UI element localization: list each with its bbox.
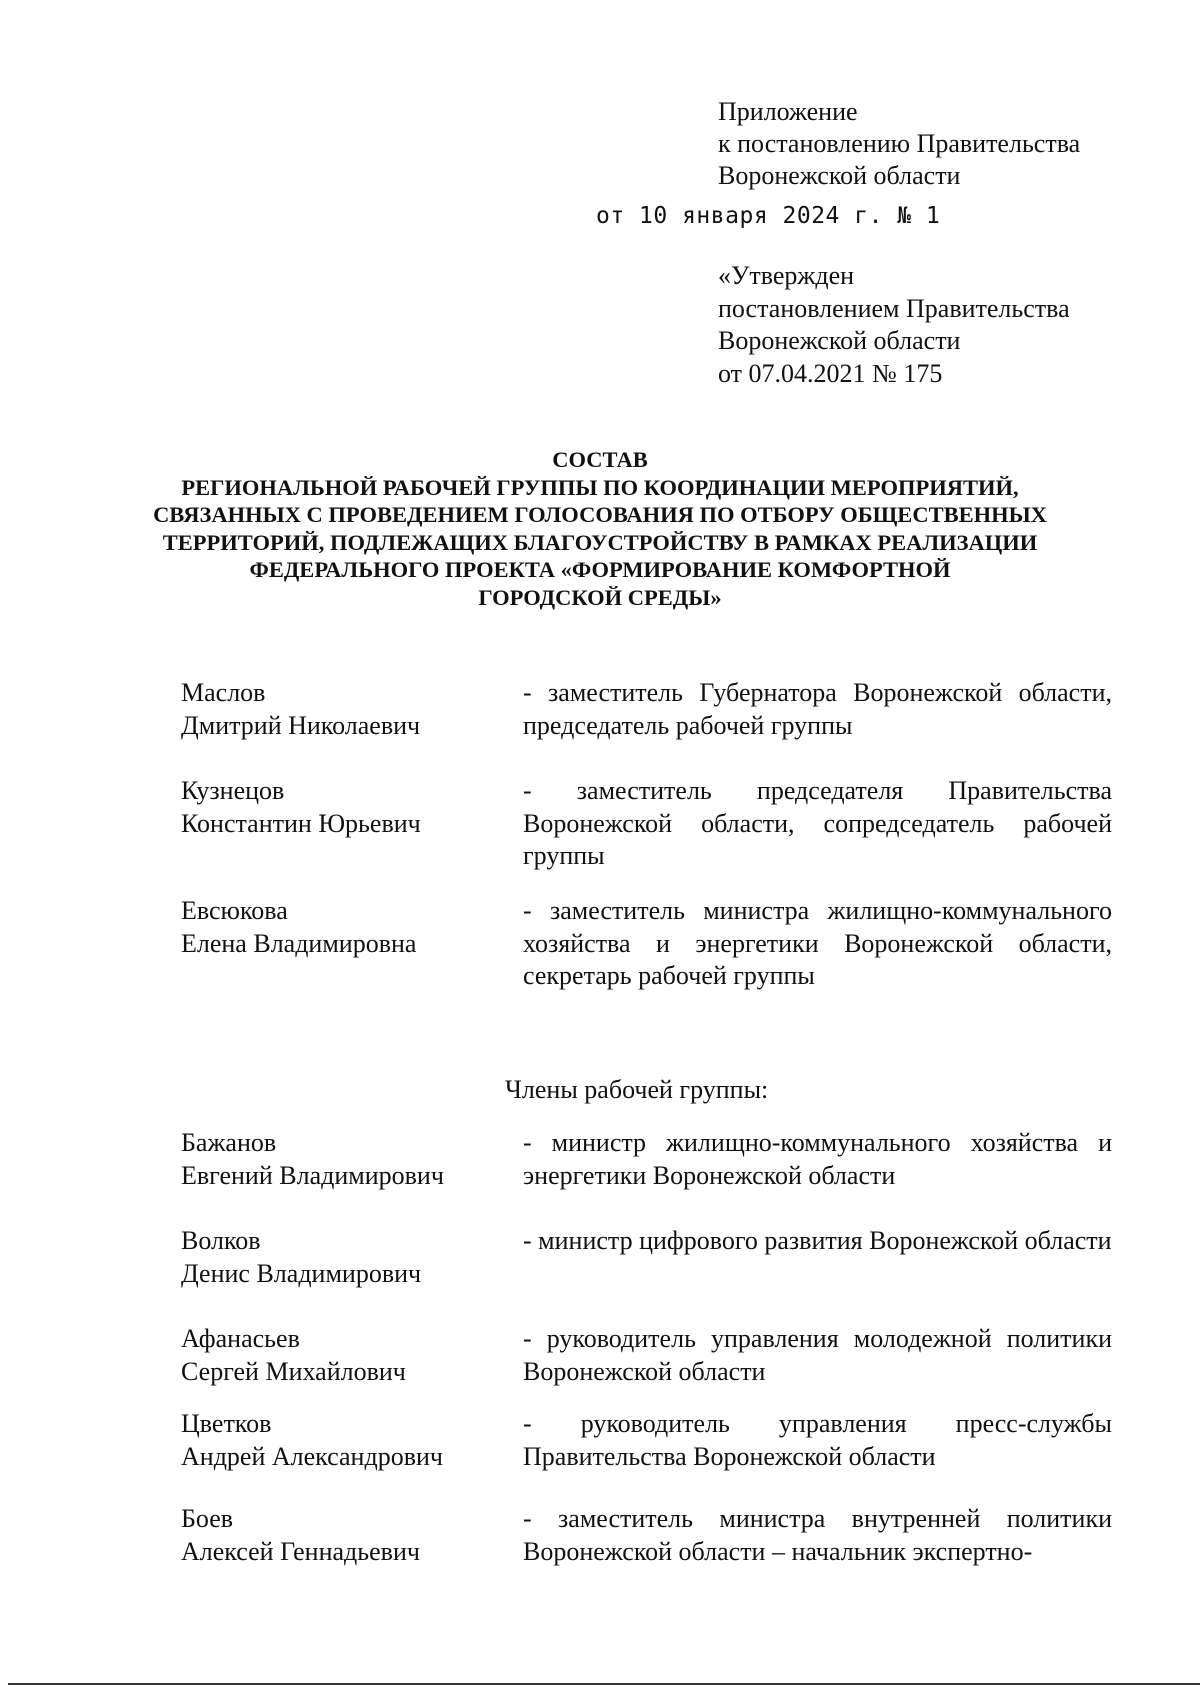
person-surname: Кузнецов	[181, 776, 285, 805]
title-heading: СОСТАВ	[552, 447, 648, 472]
person-surname: Боев	[181, 1504, 234, 1533]
person-surname: Маслов	[181, 678, 266, 707]
person-given-name: Алексей Геннадьевич	[181, 1536, 420, 1566]
person-name	[181, 1127, 511, 1192]
person-given-name: Денис Владимирович	[181, 1258, 422, 1288]
person-name	[181, 1503, 511, 1568]
title-line: ГОРОДСКОЙ СРЕДЫ»	[478, 584, 722, 610]
title-line: РЕГИОНАЛЬНОЙ РАБОЧЕЙ ГРУППЫ ПО КООРДИНАЦИИ МЕРОПРИЯТИЙ,	[181, 474, 1019, 500]
person-name	[181, 677, 511, 742]
person-name	[181, 1323, 511, 1388]
title-line: ТЕРРИТОРИЙ, ПОДЛЕЖАЩИХ БЛАГОУСТРОЙСТВУ В РАМКАХ РЕАЛИЗАЦИИ	[162, 529, 1038, 555]
person-name	[181, 775, 511, 840]
person-name	[181, 895, 511, 960]
person-name	[181, 1225, 511, 1290]
appendix-title: Приложение	[718, 97, 858, 126]
person-given-name: Сергей Михайлович	[181, 1356, 406, 1386]
approved-line-4: от 07.04.2021 № 175	[718, 358, 943, 388]
title-line: ФЕДЕРАЛЬНОГО ПРОЕКТА «ФОРМИРОВАНИЕ КОМФОРТНОЙ	[249, 557, 951, 582]
person-given-name: Евгений Владимирович	[181, 1160, 444, 1190]
person-role: - заместитель председателя Правительства Воронежской области, сопредседатель рабочей группы	[523, 776, 1112, 870]
person-role: - руководитель управления молодежной политики Воронежской области	[523, 1324, 1112, 1386]
approved-line-1: «Утвержден	[718, 261, 855, 290]
appendix-region: Воронежской области	[718, 161, 961, 190]
person-surname: Евсюкова	[181, 896, 288, 925]
person-surname: Бажанов	[181, 1128, 277, 1157]
person-role: - министр цифрового развития Воронежской области	[523, 1226, 1112, 1255]
person-surname: Афанасьев	[181, 1324, 300, 1353]
person-role: - заместитель министра внутренней политики Воронежской области – начальник экспертно-	[523, 1504, 1112, 1566]
document-title	[150, 446, 1050, 611]
appendix-header	[718, 96, 1080, 192]
person-name	[181, 1408, 511, 1473]
title-line: СВЯЗАННЫХ С ПРОВЕДЕНИЕМ ГОЛОСОВАНИЯ ПО ОТБОРУ ОБЩЕСТВЕННЫХ	[153, 502, 1047, 527]
decree-date: от 10 января 2024 г. № 1	[596, 203, 941, 229]
members-heading: Члены рабочей группы:	[505, 1075, 769, 1104]
person-given-name: Константин Юрьевич	[181, 808, 421, 838]
approval-stamp-text	[718, 260, 1070, 390]
person-surname: Цветков	[181, 1409, 272, 1438]
person-given-name: Елена Владимировна	[181, 928, 417, 958]
person-role: - заместитель Губернатора Воронежской области, председатель рабочей группы	[523, 678, 1112, 740]
person-role: - заместитель министра жилищно-коммунального хозяйства и энергетики Воронежской области, секретарь рабочей группы	[523, 896, 1112, 990]
approved-line-3: Воронежской области	[718, 326, 961, 355]
approved-line-2: постановлением Правительства	[718, 293, 1070, 323]
person-given-name: Андрей Александрович	[181, 1441, 443, 1471]
page-bottom-divider	[8, 1683, 1200, 1685]
person-surname: Волков	[181, 1226, 261, 1255]
appendix-reference: к постановлению Правительства	[718, 129, 1081, 158]
person-role: - министр жилищно-коммунального хозяйства и энергетики Воронежской области	[523, 1128, 1112, 1190]
person-given-name: Дмитрий Николаевич	[181, 710, 421, 740]
person-role: - руководитель управления пресс-службы Правительства Воронежской области	[523, 1409, 1112, 1471]
